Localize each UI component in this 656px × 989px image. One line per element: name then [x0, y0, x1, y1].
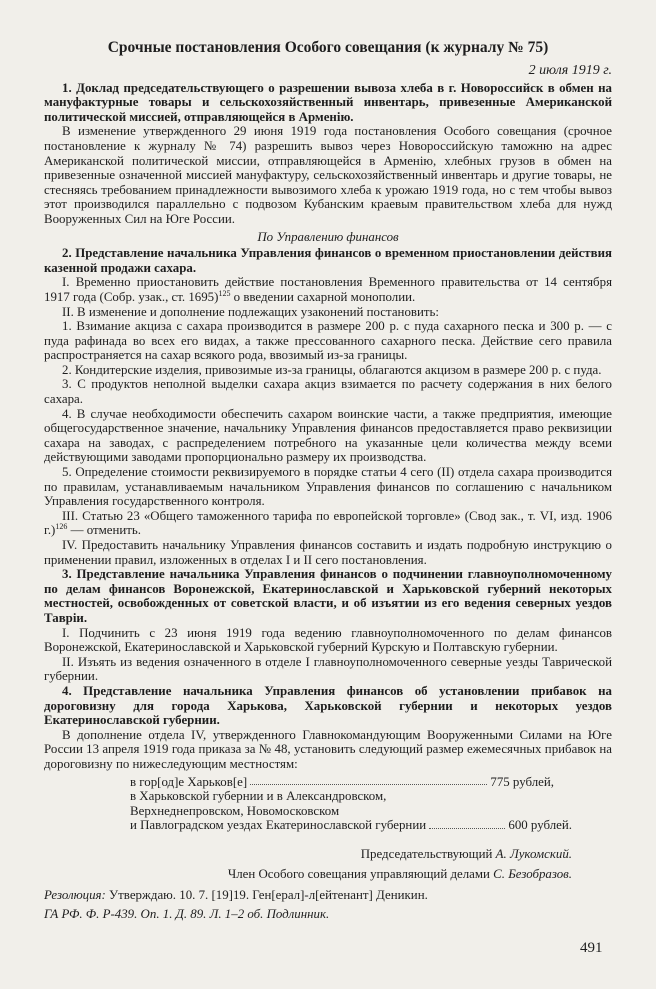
section-3-part-2: II. Изъять из ведения означенного в отделе I главноуполномоченного северные уезды Таврической губернии.: [44, 654, 612, 684]
section-2-item-4: 4. В случае необходимости обеспечить сахаром воинские части, а также предприятия, имеющие общегосударственное значение, начальнику Управления финансов предоставляется право реквизиции сахара на заводах, с распределением потребного на указанные цели количества между всеми действующими заводами пропорционально размеру их производства.: [44, 406, 612, 465]
section-3-part-1: I. Подчинить с 23 июня 1919 года ведению главноуполномоченного по делам финансов Воронежской, Екатеринославской и Харьковской губерний Курскую и Полтавскую губернии.: [44, 625, 612, 655]
section-2-item-2: 2. Кондитерские изделия, привозимые из-за границы, облагаются акцизом в размере 200 р. с пуда.: [62, 362, 602, 377]
section-2-part-3-tail: — отменить.: [67, 523, 142, 538]
allowance-row-kharkov: [130, 775, 612, 790]
section-2-item-1: 1. Взимание акциза с сахара производится в размере 200 р. с пуда сахарного песка и 300 р. — с пуда рафинада во всех его видах, а также прессованного сахарного песка. Действие сего правила распространяется на сахар всякого рода, ввозимый из-за границы.: [44, 319, 612, 363]
section-2-part-1: [44, 275, 612, 304]
allowance-place: в гор[од]е Харьков[е]: [130, 774, 248, 789]
section-4-heading: 4. Представление начальника Управления финансов об установлении прибавок на дороговизну для города Харькова, Харьковской губернии и некоторых уездов Екатеринославской губернии.: [44, 683, 612, 728]
signature-chair: [44, 847, 612, 862]
document-date: 2 июля 1919 г.: [528, 63, 612, 78]
signature-role: Член Особого совещания управляющий делами: [227, 867, 494, 882]
section-1-heading: 1. Доклад председательствующего о разрешении вывоза хлеба в г. Новороссийск в обмен на мануфактурные товары и сельскохозяйственный инвентарь, привезенные Американской политической миссией, отправляющейся в Арменію.: [44, 80, 612, 124]
allowance-amount: 600 рублей.: [508, 818, 572, 833]
section-2-part-3-text: III. Статью 23 «Общего таможенного тарифа по европейской торговле» (Свод зак., т. VI, изд. 1906 г.): [44, 508, 612, 538]
section-2-part-3: [44, 509, 612, 538]
section-2-part-2: II. В изменение и дополнение подлежащих узаконений постановить:: [62, 304, 439, 319]
leader-dots: [429, 818, 505, 829]
section-3-heading: 3. Представление начальника Управления финансов о подчинении главноуполномоченному по делам финансов Воронежской, Екатеринославской и Харьковской губерний некоторых местностей, освобожденных от советской власти, и об изъятии из его ведения северных уездов Тавріи.: [44, 567, 612, 625]
footnote-ref-125: 125: [218, 288, 231, 298]
resolution-text: Утверждаю. 10. 7. [19]19. Ген[ерал]-л[ейтенант] Деникин.: [105, 888, 428, 903]
page-number: 491: [580, 940, 603, 956]
archival-source: ГА РФ. Ф. Р-439. Оп. 1. Д. 89. Л. 1–2 об. Подлинник.: [44, 906, 330, 921]
signature-role: Председательствующий: [360, 846, 496, 861]
section-2-item-3: 3. С продуктов неполной выделки сахара акциз взимается по расчету содержания в них белого сахара.: [44, 377, 612, 407]
document-page: [44, 38, 612, 921]
resolution: [44, 888, 612, 903]
section-2-part-4: IV. Предоставить начальнику Управления финансов составить и издать подробную инструкцию о применении правил, изложенных в отделах I и II сего постановления.: [44, 538, 612, 567]
footnote-ref-126: 126: [55, 522, 68, 532]
allowance-place: и Павлоградском уездах Екатеринославской губернии: [130, 818, 427, 833]
allowance-table: [130, 775, 612, 833]
allowance-place-line: Верхнеднепровском, Новомосковском: [130, 803, 340, 818]
document-title: Срочные постановления Особого совещания (к журналу № 75): [107, 39, 549, 56]
signature-name: А. Лукомский.: [495, 846, 572, 861]
leader-dots: [250, 775, 487, 786]
section-2-part-1-text: I. Временно приостановить действие постановления Временного правительства от 14 сентября 1917 года (Собр. узак., ст. 1695): [44, 275, 612, 304]
section-4-body: В дополнение отдела IV, утвержденного Главнокомандующим Вооруженными Силами на Юге России 13 апреля 1919 года приказа за № 48, установить следующий размер ежемесячных прибавок на дороговизну по нижеследующим местностям:: [44, 727, 612, 771]
allowance-place-line: в Харьковской губернии и в Александровском,: [130, 789, 387, 804]
signature-secretary: [44, 867, 612, 882]
section-2-item-5: 5. Определение стоимости реквизируемого в порядке статьи 4 сего (II) отдела сахара производится по правилам, устанавливаемым начальником Управления финансов по соглашению с начальником Управления государственного контроля.: [44, 465, 612, 509]
allowance-row-province: [130, 818, 612, 833]
allowance-amount: 775 рублей,: [490, 774, 554, 789]
section-1-body: В изменение утвержденного 29 июня 1919 года постановления Особого совещания (срочное постановление к журналу № 74) разрешить вывоз через Новороссийскую таможню на адрес Американской политической миссии, отправляющейся в Арменію, хлебных грузов в обмен на привезенные означенной миссией мануфактуру, сельскохозяйственный инвентарь и другие товары, не стесняясь требованием принадлежности вывозимого хлеба к урожаю 1919 года, но с тем чтобы вывоз этот производился параллельно с подвозом Кубанским краевым правительством хлеба для нужд Вооруженных Сил на Юге России.: [44, 124, 612, 226]
section-2-heading: 2. Представление начальника Управления финансов о временном приостановлении действия казенной продажи сахара.: [44, 246, 612, 275]
department-heading: По Управлению финансов: [257, 229, 399, 244]
section-2-part-1-tail: о введении сахарной монополии.: [230, 289, 416, 304]
signature-name: С. Безобразов.: [493, 867, 572, 882]
resolution-label: Резолюция:: [44, 888, 106, 903]
